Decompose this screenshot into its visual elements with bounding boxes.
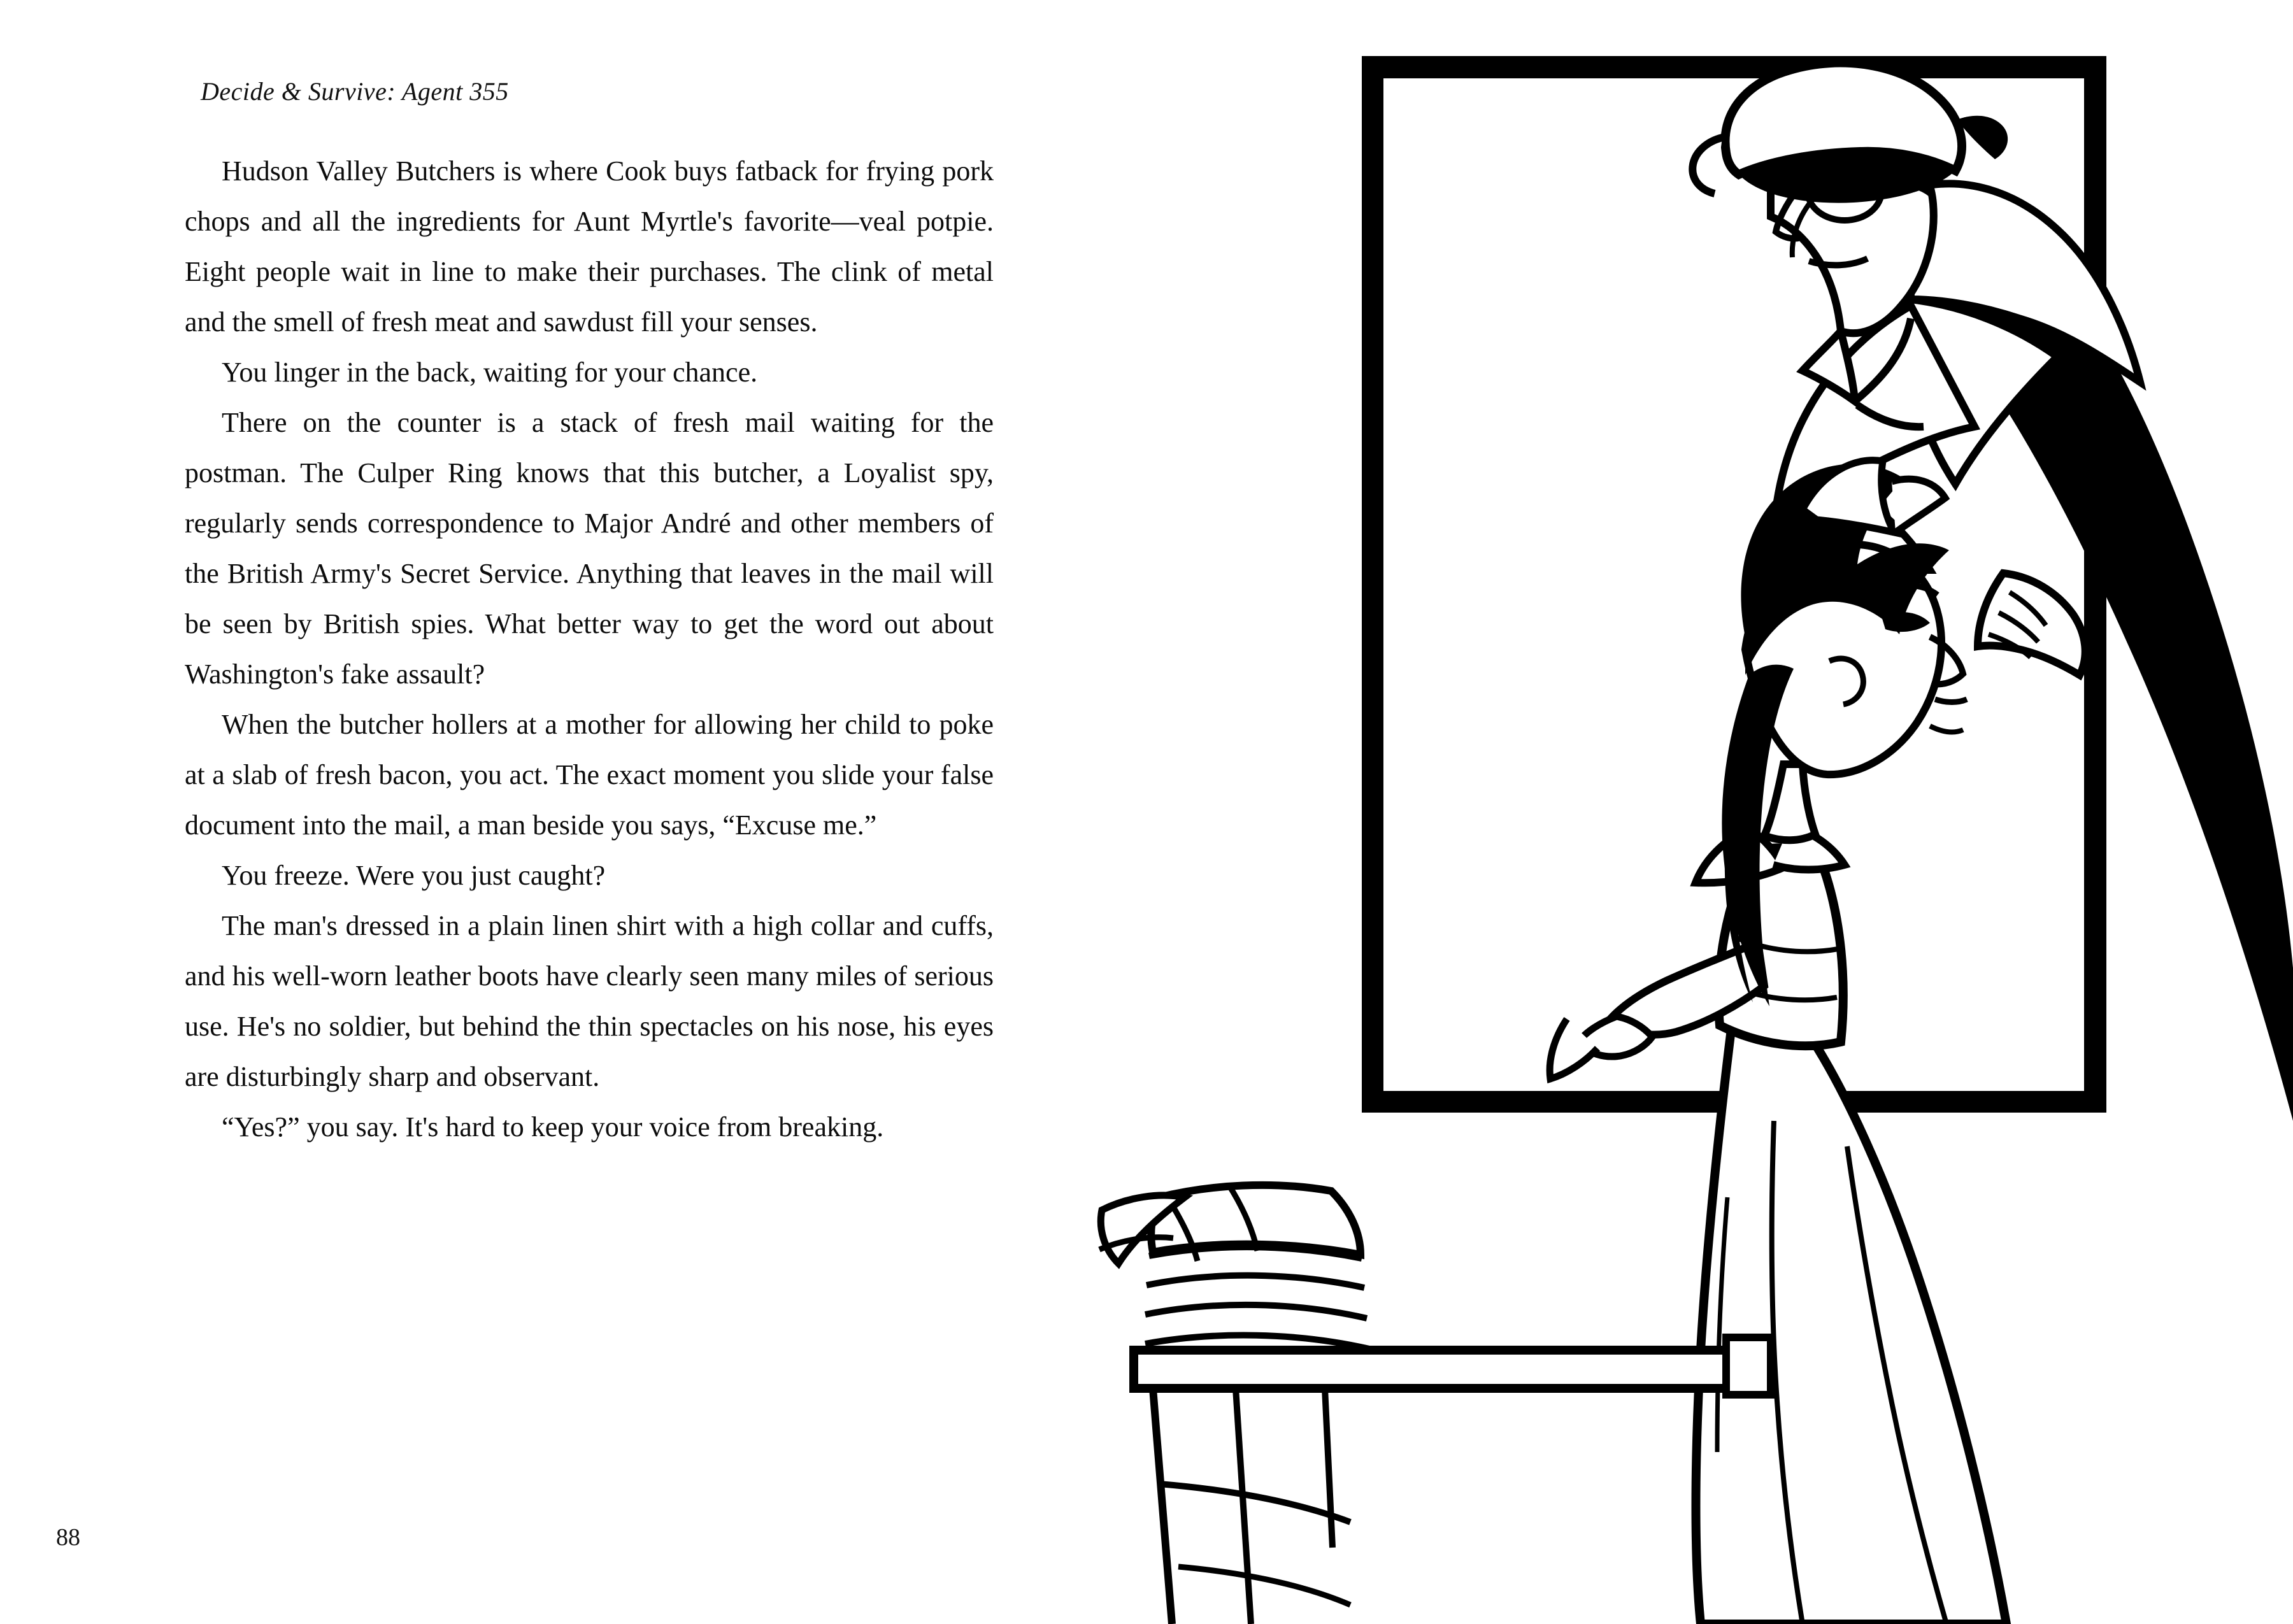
chapter-illustration: [1083, 0, 2293, 1624]
paragraph: There on the counter is a stack of fresh mail waiting for the postman. The Culper Ring knows that this butcher, a Loyalist spy, regularly sends correspondence to Major André and other members of the British Army's Secret Service. Anything that leaves in the mail will be seen by British spies. What better way to get the word out about Washington's fake assault?: [185, 407, 994, 690]
text-column: [185, 76, 994, 1152]
running-head: Decide & Survive: Agent 355: [201, 77, 509, 106]
body-text: [185, 146, 994, 1152]
illustration-svg: [1083, 0, 2293, 1624]
paragraph: “Yes?” you say. It's hard to keep your voice from breaking.: [222, 1111, 884, 1143]
paragraph: You freeze. Were you just caught?: [222, 860, 606, 891]
paragraph: The man's dressed in a plain linen shirt with a high collar and cuffs, and his well-worn leather boots have clearly seen many miles of serious use. He's no soldier, but behind the thin spectacles on his nose, his eyes are disturbingly sharp and observant.: [185, 910, 994, 1092]
paragraph: You linger in the back, waiting for your chance.: [222, 357, 758, 388]
page-number: 88: [56, 1524, 80, 1551]
paragraph: Hudson Valley Butchers is where Cook buys fatback for frying pork chops and all the ingredients for Aunt Myrtle's favorite—veal potpie. Eight people wait in line to make their purchases. The clink of metal and the smell of fresh meat and sawdust fill your senses.: [185, 155, 994, 338]
paragraph: When the butcher hollers at a mother for allowing her child to poke at a slab of fresh bacon, you act. The exact moment you slide your false document into the mail, a man beside you says, “Excuse me.”: [185, 709, 994, 841]
